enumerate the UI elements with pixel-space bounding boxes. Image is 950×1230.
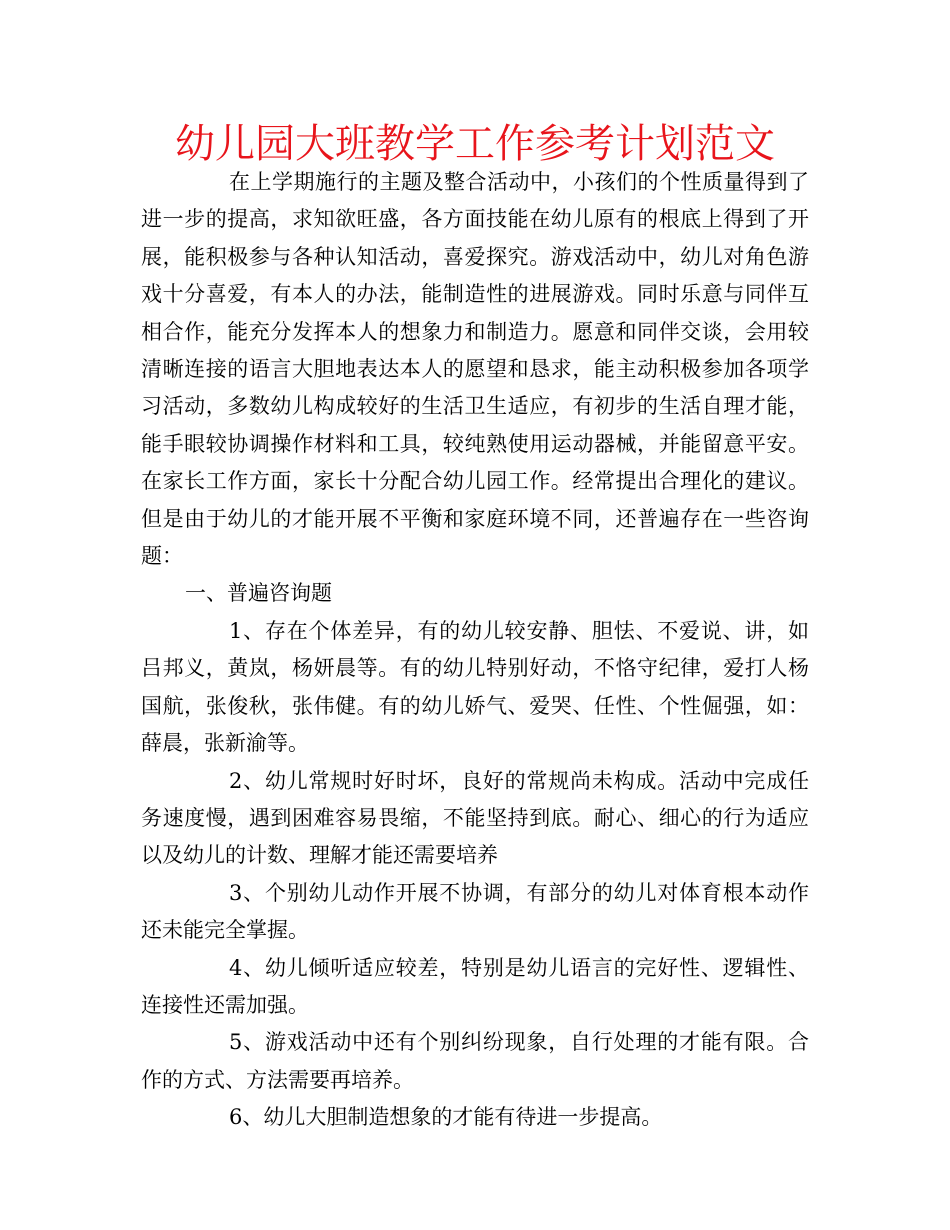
list-item: 3、个别幼儿动作开展不协调，有部分的幼儿对体育根本动作还未能完全掌握。 (141, 880, 809, 943)
document-title: 幼儿园大班教学工作参考计划范文 (175, 121, 775, 167)
list-item: 5、游戏活动中还有个别纠纷现象，自行处理的才能有限。合作的方式、方法需要再培养。 (141, 1030, 809, 1092)
section-heading: 一、普遍咨询题 (185, 581, 332, 606)
list-item: 1、存在个体差异，有的幼儿较安静、胆怯、不爱说、讲，如吕邦义，黄岚，杨妍晨等。有的幼儿特别好动，不恪守纪律，爱打人杨国航，张俊秋，张伟健。有的幼儿娇气、爱哭、任性、个性倔强，如：薛晨，张新渝等。 (141, 618, 809, 756)
document-body (141, 164, 809, 1137)
list-item: 2、幼儿常规时好时坏，良好的常规尚未构成。活动中完成任务速度慢，遇到困难容易畏缩，不能坚持到底。耐心、细心的行为适应以及幼儿的计数、理解才能还需要培养 (141, 768, 809, 868)
intro-paragraph: 在上学期施行的主题及整合活动中，小孩们的个性质量得到了进一步的提高，求知欲旺盛，各方面技能在幼儿原有的根底上得到了开展，能积极参与各种认知活动，喜爱探究。游戏活动中，幼儿对角色游戏十分喜爱，有本人的办法，能制造性的进展游戏。同时乐意与同伴互相合作，能充分发挥本人的想象力和制造力。愿意和同伴交谈，会用较清晰连接的语言大胆地表达本人的愿望和恳求，能主动积极参加各项学习活动，多数幼儿构成较好的生活卫生适应，有初步的生活自理才能，能手眼较协调操作材料和工具，较纯熟使用运动器械，并能留意平安。在家长工作方面，家长十分配合幼儿园工作。经常提出合理化的建议。但是由于幼儿的才能开展不平衡和家庭环境不同，还普遍存在一些咨询题： (141, 170, 809, 569)
list-item: 6、幼儿大胆制造想象的才能有待进一步提高。 (229, 1105, 663, 1130)
list-item: 4、幼儿倾听适应较差，特别是幼儿语言的完好性、逻辑性、连接性还需加强。 (141, 955, 809, 1017)
